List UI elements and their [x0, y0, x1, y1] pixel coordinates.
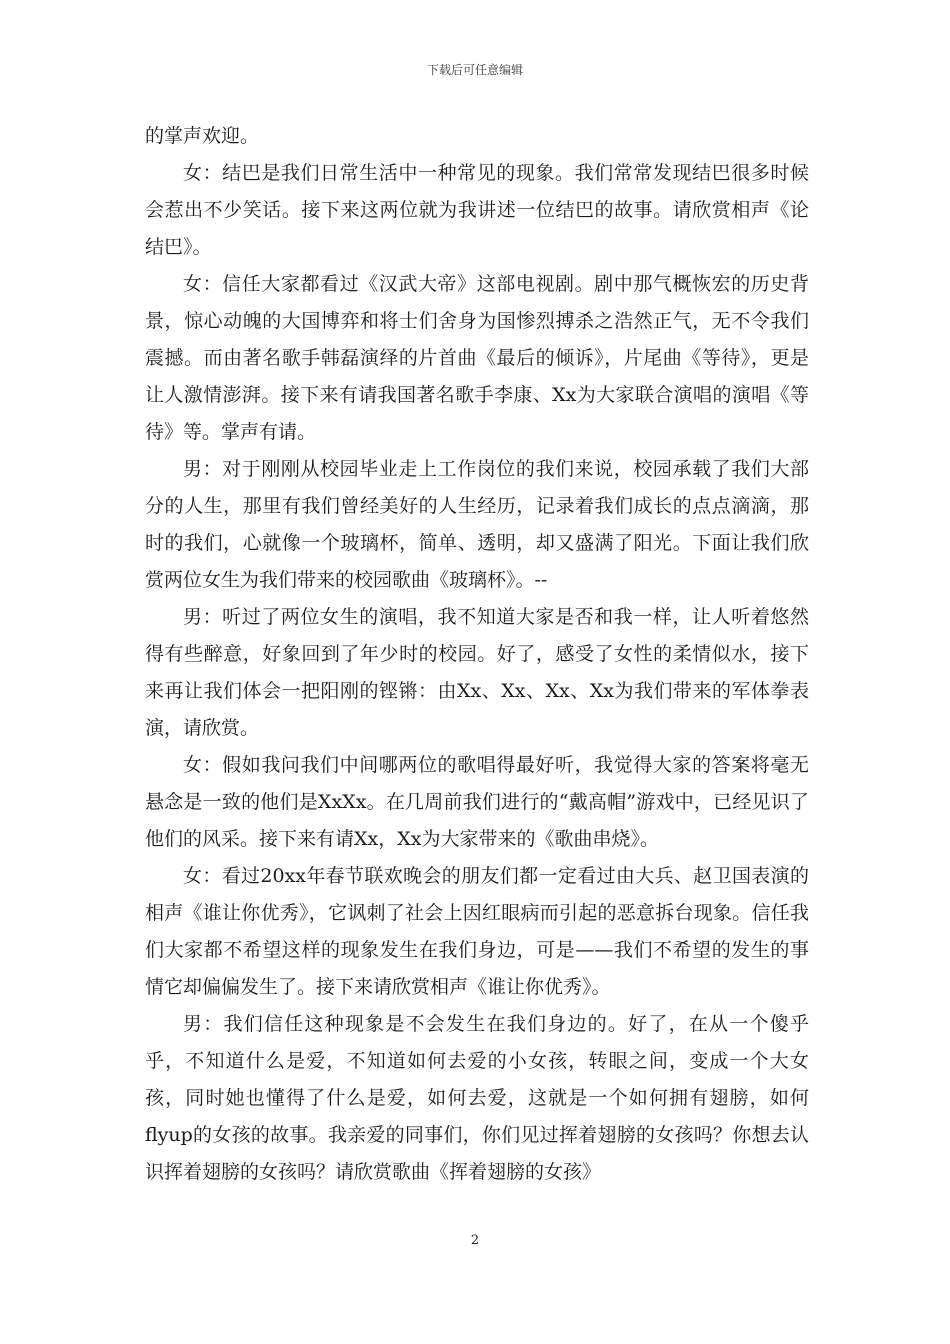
paragraph: 女：假如我问我们中间哪两位的歌唱得最好听，我觉得大家的答案将毫无悬念是一致的他们是XxXx。在几周前我们进行的“戴高帽”游戏中，已经见识了他们的风采。接下来有请Xx，Xx为大家带来的《歌曲串烧》。	[145, 754, 809, 850]
paragraph: 男：听过了两位女生的演唱，我不知道大家是否和我一样，让人听着悠然得有些醉意，好象回到了年少时的校园。好了，感受了女性的柔情似水，接下来再让我们体会一把阳刚的铿锵：由Xx、Xx、Xx、Xx为我们带来的军体拳表演，请欣赏。	[145, 606, 809, 739]
paragraph: 女：信任大家都看过《汉武大帝》这部电视剧。剧中那气概恢宏的历史背景，惊心动魄的大国博弈和将士们舍身为国惨烈搏杀之浩然正气，无不令我们震撼。而由著名歌手韩磊演绎的片首曲《最后的倾诉》，片尾曲《等待》，更是让人激情澎湃。接下来有请我国著名歌手李康、Xx为大家联合演唱的演唱《等待》等。掌声有请。	[145, 273, 809, 443]
page-number: 2	[470, 1233, 480, 1248]
page-header-note: 下载后可任意编辑	[426, 63, 523, 77]
document-body	[145, 118, 809, 1191]
paragraph-continuation: 的掌声欢迎。	[145, 125, 260, 147]
paragraph: 男：对于刚刚从校园毕业走上工作岗位的我们来说，校园承载了我们大部分的人生，那里有我们曾经美好的人生经历，记录着我们成长的点点滴滴，那时的我们，心就像一个玻璃杯，简单、透明，却又盛满了阳光。下面让我们欣赏两位女生为我们带来的校园歌曲《玻璃杯》。--	[145, 458, 809, 591]
paragraph: 男：我们信任这种现象是不会发生在我们身边的。好了，在从一个傻乎乎，不知道什么是爱，不知道如何去爱的小女孩，转眼之间，变成一个大女孩，同时她也懂得了什么是爱，如何去爱，这就是一个如何拥有翅膀，如何flyup的女孩的故事。我亲爱的同事们，你们见过挥着翅膀的女孩吗？你想去认识挥着翅膀的女孩吗？请欣赏歌曲《挥着翅膀的女孩》	[145, 1013, 809, 1183]
paragraph: 女：看过20xx年春节联欢晚会的朋友们都一定看过由大兵、赵卫国表演的相声《谁让你优秀》，它讽刺了社会上因红眼病而引起的恶意拆台现象。信任我们大家都不希望这样的现象发生在我们身边，可是——我们不希望的发生的事情它却偏偏发生了。接下来请欣赏相声《谁让你优秀》。	[145, 865, 809, 998]
paragraph: 女：结巴是我们日常生活中一种常见的现象。我们常常发现结巴很多时候会惹出不少笑话。接下来这两位就为我讲述一位结巴的故事。请欣赏相声《论结巴》。	[145, 162, 809, 258]
